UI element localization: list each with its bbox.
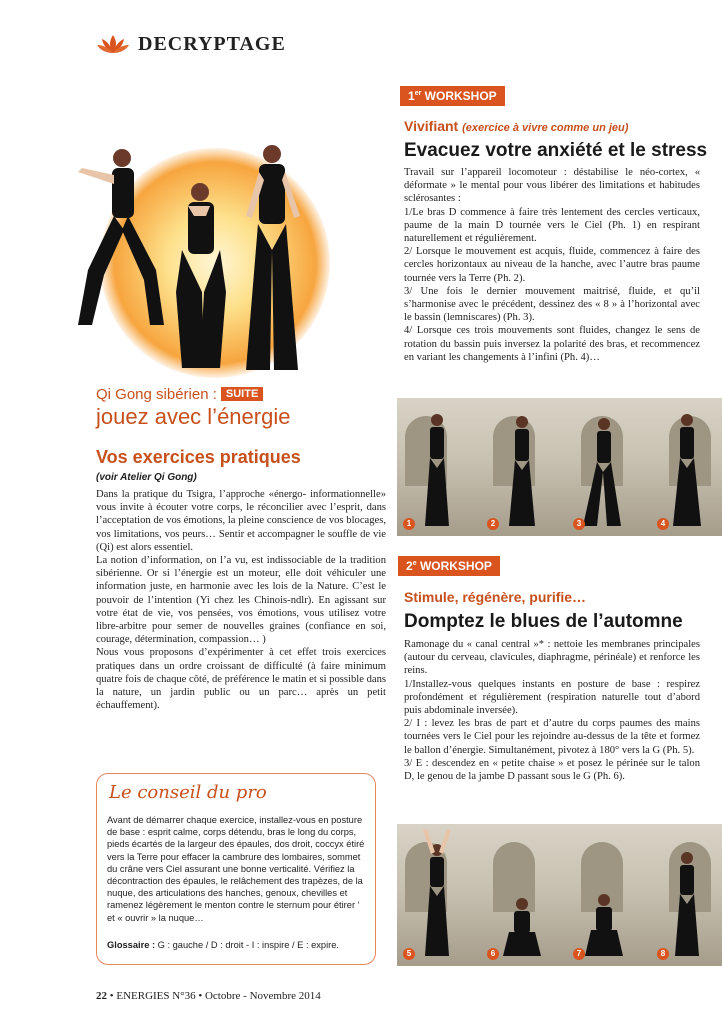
photo-number: 5 — [403, 948, 415, 960]
photo-number: 1 — [403, 518, 415, 530]
paragraph: Nous vous proposons d’expérimenter à cet effet trois exercices pratiques dans un ordre croissant de difficulté (à faire minimum quatre fois de chaque côté, de préférence le matin et si possible dans la nature, un jardin public ou un parc… après un petit échauffement). — [96, 647, 386, 712]
page-footer: 22 • ENERGIES N°36 • Octobre - Novembre 2014 — [96, 990, 321, 1002]
paragraph: Ramonage du « canal central »* : nettoie les membranes principales (autour du cerveau, clavicules, diaphragme, périnéale) et renforce les reins. — [404, 639, 700, 677]
glossary — [107, 940, 367, 950]
workshop-1-figures — [397, 398, 722, 536]
paragraph: Dans la pratique du Tsigra, l’approche «énergo- informationnelle» vous invite à écouter votre corps, le réconcilier avec l’esprit, dans l’acceptation de vos émotions, la pleine conscience de vos blocages, vos limitations, vos peurs… Sentir et accompagner le souffle de vie (Qi) est alors essentiel. — [96, 489, 386, 553]
paragraph: 1/Le bras D commence à faire très lentement des cercles verticaux, paume de la main D tournée vers le Ciel (Ph. 1) en respirant naturellement et régulièrement. — [404, 206, 700, 245]
exercises-subtitle: (voir Atelier Qi Gong) — [96, 472, 197, 483]
photo-number: 2 — [487, 518, 499, 530]
workshop-2-title: Domptez le blues de l’automne — [404, 611, 683, 632]
hero-illustration — [60, 120, 350, 380]
glossary-label: Glossaire : — [107, 940, 156, 950]
section-header — [96, 32, 286, 56]
article-kicker: Qi Gong sibérien : SUITE — [96, 386, 263, 403]
paragraph: 2/ Lorsque le mouvement est acquis, fluide, commencez à faire des cercles horizontaux au niveau de la hanche, avec l’autre bras paume tournée vers la Terre (Ph. 2). — [404, 246, 700, 284]
photo-strip-workshop-1 — [397, 398, 722, 536]
photo-number: 8 — [657, 948, 669, 960]
article-body — [96, 488, 386, 712]
page-number: 22 — [96, 990, 107, 1002]
pro-tip-text: Avant de démarrer chaque exercice, installez-vous en posture de base : esprit calme, corps détendu, bras le long du corps, pieds écartés de la largeur des épaules, dos droit, coccyx étiré vers la Terre pour effacer la cambrure des lombaires, sommet du crâne vers Ciel assurant une bonne verticalité. Vérifiez la décontraction des épaules, le relâchement des trapèzes, de la nuque, des articulations des hanches, genoux, chevilles et ramenez légèrement le menton contre le sternum pour étirer ‘ et « ouvrir » la nuque… — [107, 815, 365, 923]
photo-number: 7 — [573, 948, 585, 960]
section-title: DECRYPTAGE — [138, 32, 286, 55]
paragraph: 3/ Une fois le dernier mouvement maitrisé, fluide, et qu’il s’harmonise avec le précédent, dessinez des « 8 » à l’horizontal avec le bassin (lemniscares) (Ph. 3). — [404, 285, 700, 324]
figure-standing — [246, 145, 300, 370]
paragraph: La notion d’information, on l’a vu, est indissociable de la tradition sibérienne. Or si l’énergie est un moteur, elle doit véhiculer une information juste, en harmonie avec les lois de la Nature. C’est le pouvoir de l’intention (Yi chez les Chinois-ndlr). En agissant sur votre état de vie, vos pensées, vos émotions, vous utilisez votre libre-arbitre pour semer de nouvelles graines (confiance en soi, courage, détermination, compassion… ) — [96, 555, 386, 646]
paragraph: Travail sur l’appareil locomoteur : déstabilise le néo-cortex, « déformate » le mental pour vous libérer des limitations et habitudes sclérosantes : — [404, 167, 700, 205]
figure-seated — [176, 183, 226, 368]
pro-tip-box — [96, 773, 376, 965]
figure-lunge — [78, 149, 164, 325]
workshop-1-subtitle: Vivifiant (exercice à vivre comme un jeu) — [404, 118, 629, 134]
lotus-icon — [96, 33, 130, 55]
workshop-1-title: Evacuez votre anxiété et le stress — [404, 140, 708, 161]
workshop-2-figures — [397, 824, 722, 966]
magazine-issue: ENERGIES N°36 — [116, 990, 196, 1002]
glossary-text: G : gauche / D : droit - I : inspire / E : expire. — [157, 940, 340, 950]
photo-number: 4 — [657, 518, 669, 530]
paragraph: 4/ Lorsque ces trois mouvements sont fluides, changez le sens de rotation du bassin puis inversez la polarité des bras, et recommencez en variant les changements à l’infini (Ph. 4)… — [404, 325, 700, 363]
workshop-1-badge: 1er WORKSHOP — [400, 86, 505, 106]
suite-badge: SUITE — [221, 387, 263, 401]
workshop-1-body — [404, 166, 700, 364]
article-title: jouez avec l’énergie — [96, 404, 291, 429]
pro-tip-title: Le conseil du pro — [109, 782, 267, 803]
workshop-2-badge: 2e WORKSHOP — [398, 556, 500, 576]
workshop-2-subtitle: Stimule, régénère, purifie… — [404, 589, 587, 605]
photo-number: 3 — [573, 518, 585, 530]
photo-number: 6 — [487, 948, 499, 960]
photo-strip-workshop-2 — [397, 824, 722, 966]
exercises-title: Vos exercices pratiques — [96, 447, 301, 467]
paragraph: 2/ I : levez les bras de part et d’autre du corps paumes des mains tournées vers le Ciel pour les rejoindre au-dessus de la tête et formez le ballon d’énergie. Simultanément, pivotez à 180° vers la G (Ph. 5). — [404, 718, 700, 756]
issue-date: Octobre - Novembre 2014 — [204, 990, 321, 1002]
hero-figures — [60, 120, 350, 380]
paragraph: 3/ E : descendez en « petite chaise » et posez le périnée sur le talon D, le genou de la jambe D passant sous le G (Ph. 6). — [404, 757, 700, 783]
workshop-2-body — [404, 638, 700, 783]
paragraph: 1/Installez-vous quelques instants en posture de base : respirez profondément et régulièrement (respiration naturelle tout d’abord puis abdominale inversée). — [404, 678, 700, 717]
